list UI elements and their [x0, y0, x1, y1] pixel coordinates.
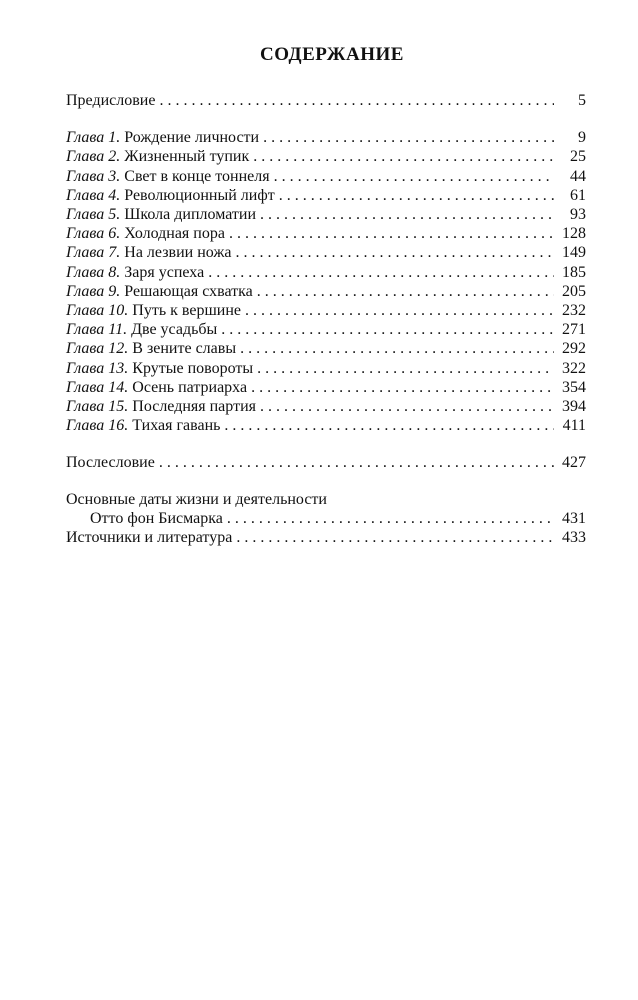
toc-entry-chapter[interactable] [66, 128, 586, 147]
chapter-prefix: Глава 9. [66, 282, 121, 300]
chapter-title: Революционный лифт [124, 186, 275, 204]
dot-leader [240, 339, 554, 358]
chapter-title: Школа дипломатии [124, 206, 257, 224]
page-number: 271 [562, 321, 586, 339]
dot-leader [263, 128, 554, 147]
dot-leader [236, 243, 554, 262]
chapter-prefix: Глава 2. [66, 148, 121, 166]
chapter-title: Путь к вершине [132, 302, 241, 320]
chapter-title: Рождение личности [124, 129, 260, 147]
page-number: 5 [578, 92, 586, 109]
chapter-prefix: Глава 14. [66, 378, 129, 396]
toc-entry-chapter[interactable] [66, 282, 586, 301]
dot-leader [227, 509, 554, 528]
dot-leader [257, 282, 554, 301]
page-number: 185 [562, 263, 586, 281]
chapter-prefix: Глава 10. [66, 302, 129, 320]
page-number: 394 [562, 398, 586, 416]
page-number: 427 [562, 454, 586, 472]
dot-leader [274, 167, 554, 186]
dot-leader [245, 301, 554, 320]
toc-entry-chapter[interactable] [66, 416, 586, 435]
page-number: 411 [562, 417, 586, 435]
page-number: 232 [562, 302, 586, 320]
toc-entry-chapter[interactable] [66, 186, 586, 205]
page-number: 322 [562, 359, 586, 377]
dot-leader [260, 397, 554, 416]
page-number: 354 [562, 378, 586, 396]
page-number: 149 [562, 244, 586, 262]
chapter-prefix: Глава 12. [66, 340, 129, 358]
dot-leader [260, 205, 554, 224]
chapter-title: Осень патриарха [132, 378, 248, 396]
dot-leader [221, 320, 554, 339]
chapter-prefix: Глава 15. [66, 398, 129, 416]
dot-leader [224, 416, 554, 435]
chapter-title: Заря успеха [124, 263, 205, 281]
entry-label: Источники и литература [66, 529, 233, 547]
chapter-title: Крутые повороты [132, 359, 254, 377]
page-number: 128 [562, 225, 586, 243]
chapter-title: Две усадьбы [131, 321, 218, 339]
chapter-prefix: Глава 11. [66, 321, 128, 339]
chapter-title: Решающая схватка [124, 282, 253, 300]
dot-leader [236, 528, 554, 547]
entry-label-line1: Основные даты жизни и деятельности [66, 490, 327, 508]
toc-entry-dates[interactable] [66, 490, 586, 528]
chapter-title: Холодная пора [124, 225, 225, 243]
page-number: 205 [562, 282, 586, 300]
page-number: 292 [562, 340, 586, 358]
toc-entry-chapter[interactable] [66, 359, 586, 378]
dot-leader [251, 378, 554, 397]
toc-entry-chapter[interactable] [66, 224, 586, 243]
dot-leader [229, 224, 554, 243]
toc-entry-chapter[interactable] [66, 263, 586, 282]
toc-entry-preface[interactable] [66, 91, 586, 110]
chapter-list [66, 128, 586, 435]
dot-leader [257, 359, 554, 378]
page-number: 431 [562, 509, 586, 527]
entry-label: Предисловие [66, 92, 156, 109]
toc-entry-chapter[interactable] [66, 378, 586, 397]
chapter-prefix: Глава 4. [66, 186, 121, 204]
dot-leader [279, 186, 554, 205]
chapter-title: В зените славы [132, 340, 237, 358]
chapter-title: Тихая гавань [132, 417, 221, 435]
page-number: 93 [570, 206, 586, 224]
page-number: 9 [578, 129, 586, 147]
toc-entry-chapter[interactable] [66, 205, 586, 224]
entry-label-line2: Отто фон Бисмарка [90, 509, 223, 527]
chapter-title: Свет в конце тоннеля [124, 167, 270, 185]
dot-leader [253, 147, 554, 166]
chapter-title: Жизненный тупик [124, 148, 250, 166]
table-of-contents [66, 44, 586, 547]
toc-entry-chapter[interactable] [66, 167, 586, 186]
toc-entry-chapter[interactable] [66, 147, 586, 166]
chapter-prefix: Глава 7. [66, 244, 121, 262]
chapter-prefix: Глава 1. [66, 129, 121, 147]
chapter-prefix: Глава 6. [66, 225, 121, 243]
toc-entry-chapter[interactable] [66, 397, 586, 416]
page-number: 25 [570, 148, 586, 166]
toc-entry-chapter[interactable] [66, 339, 586, 358]
page-number: 433 [562, 529, 586, 547]
toc-entry-sources[interactable] [66, 528, 586, 547]
chapter-prefix: Глава 5. [66, 206, 121, 224]
entry-label: Послесловие [66, 454, 155, 472]
chapter-prefix: Глава 16. [66, 417, 129, 435]
page-number: 61 [570, 186, 586, 204]
chapter-prefix: Глава 3. [66, 167, 121, 185]
dot-leader [159, 453, 554, 472]
page-title: СОДЕРЖАНИЕ [260, 44, 404, 65]
page-number: 44 [570, 167, 586, 185]
chapter-prefix: Глава 13. [66, 359, 129, 377]
dot-leader [208, 263, 554, 282]
toc-entry-chapter[interactable] [66, 320, 586, 339]
dot-leader [159, 91, 554, 110]
toc-entry-afterword[interactable] [66, 453, 586, 472]
chapter-title: Последняя партия [132, 398, 256, 416]
chapter-prefix: Глава 8. [66, 263, 121, 281]
toc-entry-chapter[interactable] [66, 243, 586, 262]
chapter-title: На лезвии ножа [124, 244, 232, 262]
toc-entry-chapter[interactable] [66, 301, 586, 320]
